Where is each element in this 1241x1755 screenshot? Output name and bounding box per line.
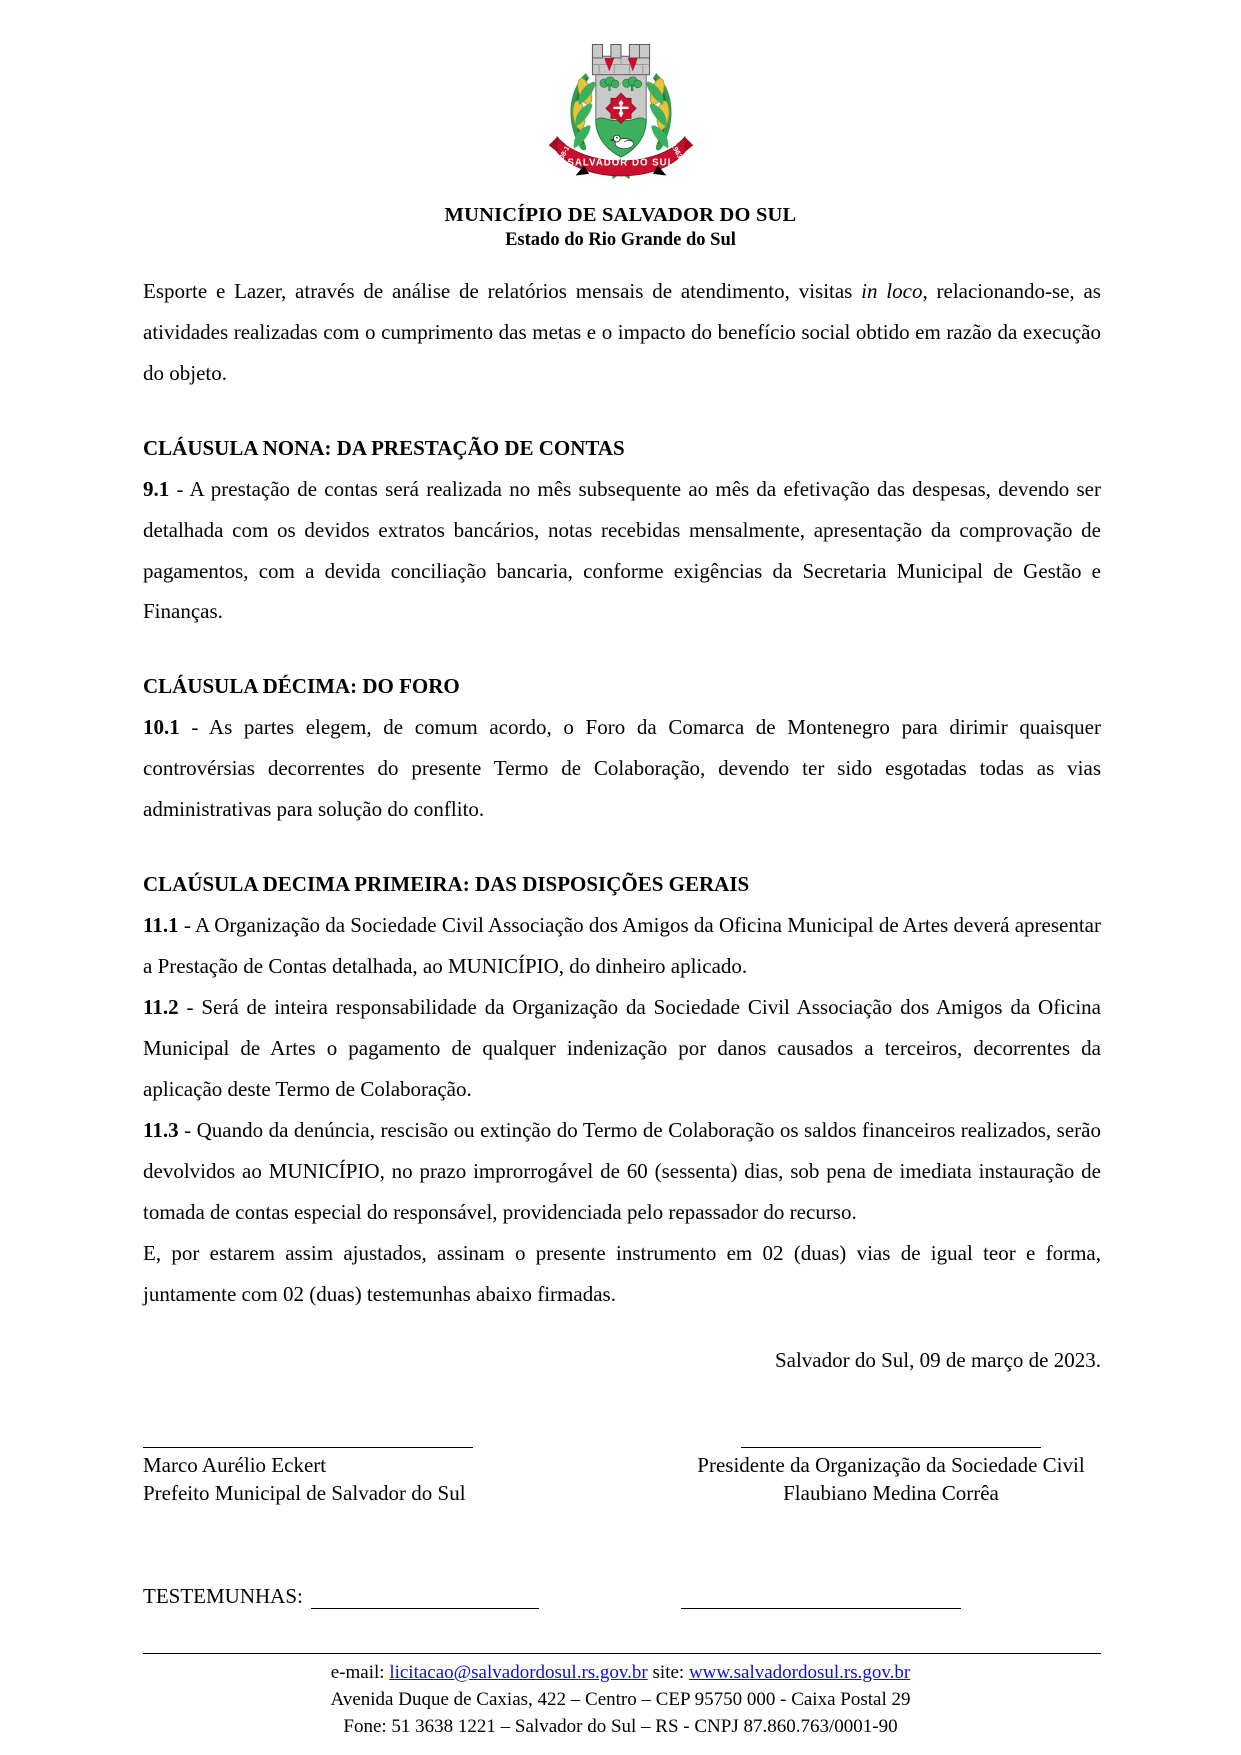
footer-divider [143, 1653, 1101, 1654]
clause-eleven-item-3-number: 11.3 [143, 1117, 179, 1142]
closing-paragraph: E, por estarem assim ajustados, assinam o presente instrumento em 02 (duas) vias de igual teor e forma, juntamente com 02 (duas) testemunhas abaixo firmadas. [143, 1240, 1101, 1306]
clause-eleven-heading: CLAÚSULA DECIMA PRIMEIRA: DAS DISPOSIÇÕES GERAIS [143, 872, 750, 897]
footer-website-link[interactable]: www.salvadordosul.rs.gov.br [688, 1662, 911, 1684]
signature-right [681, 1447, 1101, 1508]
signature-block [0, 1447, 1241, 1508]
signature-line-right [741, 1447, 1041, 1448]
clause-ten-item-text: - As partes elegem, de comum acordo, o Foro da Comarca de Montenegro para dirimir quaisquer controvérsias decorrentes do presente Termo de Colaboração, devendo ter sido esgotadas todas as vias administrativas para solução do conflito. [143, 715, 1101, 822]
signatory-right-role: Presidente da Organização da Sociedade Civil [697, 1453, 1085, 1478]
witness-signature-line-1[interactable] [311, 1594, 539, 1609]
clause-eleven-item-1 [143, 905, 1101, 987]
clause-nine-item [143, 469, 1101, 633]
clause-eleven-item-3-text: - Quando da denúncia, rescisão ou extinção do Termo de Colaboração os saldos financeiros realizados, serão devolvidos ao MUNICÍPIO, no prazo improrrogável de 60 (sessenta) dias, sob pena de imediata instauração de tomada de contas especial do responsável, providenciada pelo repassador do recurso. [143, 1117, 1101, 1224]
footer-email-link[interactable]: licitacao@salvadordosul.rs.gov.br [389, 1662, 648, 1684]
document-footer [0, 1653, 1241, 1741]
clause-nine-item-text: - A prestação de contas será realizada no mês subsequente ao mês da efetivação das despesas, devendo ser detalhada com os devidos extratos bancários, notas recebidas mensalmente, apresentação da comprovação de pagamentos, com a devida conciliação bancaria, conforme exigências da Secretaria Municipal de Gestão e Finanças. [143, 476, 1101, 624]
svg-text:1963: 1963 [668, 142, 684, 160]
clause-eleven-item-2 [143, 987, 1101, 1110]
witness-signature-line-2[interactable] [681, 1594, 961, 1609]
municipality-title: MUNICÍPIO DE SALVADOR DO SUL [444, 204, 797, 226]
witnesses-row [0, 1584, 1241, 1609]
signatory-right-name: Flaubiano Medina Corrêa [783, 1481, 999, 1506]
footer-contact-line [0, 1660, 1241, 1687]
place-and-date: Salvador do Sul, 09 de março de 2023. [774, 1348, 1101, 1373]
intro-before-italic: Esporte e Lazer, através de análise de relatórios mensais de atendimento, visitas [143, 278, 862, 303]
clause-eleven-item-1-text: - A Organização da Sociedade Civil Associação dos Amigos da Oficina Municipal de Artes deverá apresentar a Prestação de Contas detalhada, ao MUNICÍPIO, do dinheiro aplicado. [143, 913, 1101, 979]
footer-email-label: e-mail: [330, 1662, 390, 1684]
document-header [0, 0, 1241, 253]
clause-eleven-item-2-text: - Será de inteira responsabilidade da Organização da Sociedade Civil Associação dos Amigos da Oficina Municipal de Artes o pagamento de qualquer indenização por danos causados a terceiros, decorrentes da aplicação deste Termo de Colaboração. [143, 994, 1101, 1101]
intro-after-italic: , relacionando-se, as atividades realizadas com o cumprimento das metas e o impacto do benefício social obtido em razão da execução do objeto. [143, 278, 1101, 385]
clause-eleven-item-3 [143, 1110, 1101, 1233]
clause-ten-item [143, 707, 1101, 830]
clause-ten-heading: CLÁUSULA DÉCIMA: DO FORO [143, 674, 460, 699]
witnesses-label: TESTEMUNHAS: [143, 1584, 303, 1609]
clause-nine-heading: CLÁUSULA NONA: DA PRESTAÇÃO DE CONTAS [143, 435, 625, 460]
clause-ten-item-number: 10.1 [143, 715, 180, 740]
intro-italic-term: in loco [861, 278, 923, 303]
state-subtitle: Estado do Rio Grande do Sul [505, 230, 736, 251]
clause-nine-item-number: 9.1 [143, 476, 170, 501]
signature-left [143, 1447, 523, 1508]
signatory-left-role: Prefeito Municipal de Salvador do Sul [143, 1481, 466, 1506]
svg-text:08-10: 08-10 [557, 141, 573, 161]
footer-site-label: site: [647, 1662, 689, 1684]
signatory-left-name: Marco Aurélio Eckert [143, 1453, 327, 1478]
clause-eleven-item-1-number: 11.1 [143, 913, 179, 938]
document-body [0, 271, 1241, 1382]
intro-paragraph [143, 271, 1101, 394]
clause-eleven-item-2-number: 11.2 [143, 994, 179, 1019]
signature-line-left [143, 1447, 473, 1448]
municipal-coat-of-arms-icon [537, 26, 705, 194]
svg-text:SALVADOR DO SUL: SALVADOR DO SUL [566, 157, 675, 169]
footer-phone-cnpj-line: Fone: 51 3638 1221 – Salvador do Sul – RS - CNPJ 87.860.763/0001-90 [343, 1716, 898, 1738]
footer-address-line: Avenida Duque de Caxias, 422 – Centro – CEP 95750 000 - Caixa Postal 29 [330, 1689, 911, 1711]
